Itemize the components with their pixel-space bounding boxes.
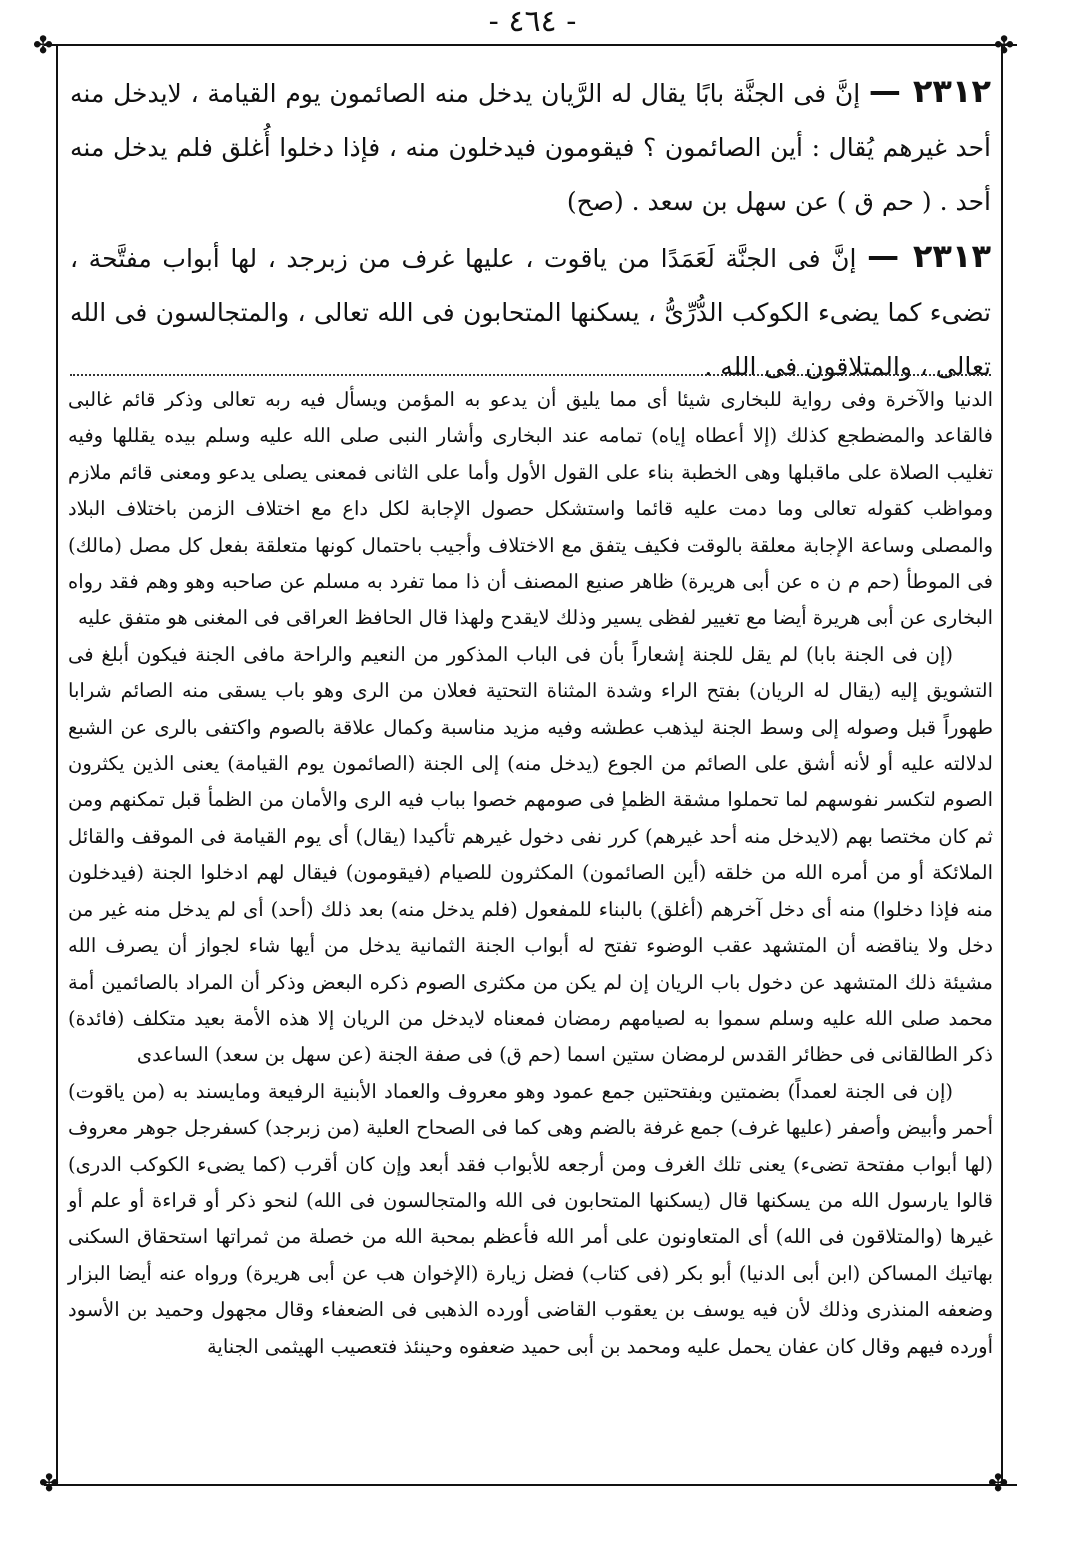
commentary-paragraph: (إن فى الجنة لعمداً) بضمتين وبفتحتين جمع عمود وهو معروف والعماد الأبنية الرفيعة ومايسند به (من ياقوت) أحمر وأبيض وأصفر (عليها غرف) جمع غرفة بالضم وهى كما فى الصحاح العلية (من زبرجد) كسفرجل جوهر معروف (لها أبواب مفتحة تضىء) يعنى تلك الغرف ومن أرجعه للأبواب فقد أبعد وإن كان أقرب (كما يضىء الكوكب الدرى) قالوا يارسول الله من يسكنها قال (يسكنها المتحابون فى الله والمتجالسون فى الله) لنحو ذكر أو قراءة أو علم أو غيرها (والمتلاقون فى الله) أى المتعاونون على أمر الله فأعظم بمحبة الله من خصلة من ثمراتها استحقاق السكنى بهاتيك المساكن (ابن أبى الدنيا) أبو بكر (فى كتاب) فضل زيارة (الإخوان هب عن أبى هريرة) ورواه عنه أيضا البزار وضعفه المنذرى وذلك لأن فيه يوسف بن يعقوب القاضى أورده الذهبى فى الضعفاء وقال مجهول وحميد بن الأسود أورده فيهم وقال كان عفان يحمل عليه ومحمد بن أبى حميد ضعفوه وحينئذ فتعصيب الهيثمى الجناية: [68, 1079, 994, 1358]
hadith-section: [70, 64, 991, 394]
corner-ornament-icon: ✤: [993, 31, 1015, 59]
frame-right-rule: [1001, 44, 1003, 1484]
frame-bottom-rule: [44, 1484, 1017, 1486]
hadith-number: ٢٣١٢ —: [868, 72, 991, 110]
corner-ornament-icon: ✤: [38, 1469, 60, 1497]
corner-ornament-icon: ✤: [987, 1469, 1009, 1497]
hadith-2312: [70, 64, 991, 229]
hadith-2313: [70, 229, 991, 394]
commentary-section: [68, 382, 993, 1365]
hadith-text: إنَّ فى الجنَّة بابًا يقال له الرَّيان يدخل منه الصائمون يوم القيامة ، لايدخل منه أحد غيرهم يُقال : أين الصائمون ؟ فيقومون فيدخلون منه ، فإذا دخلوا أُغلق فلم يدخل منه أحد . ( حم ق ) عن سهل بن سعد . (صح): [70, 79, 991, 216]
hadith-number: ٢٣١٣ —: [867, 237, 991, 275]
frame-top-rule: [44, 44, 1017, 46]
page-number: - ٤٦٤ -: [488, 4, 577, 39]
commentary-paragraph: (إن فى الجنة بابا) لم يقل للجنة إشعاراً بأن فى الباب المذكور من النعيم والراحة مافى الجنة فيكون أبلغ فى التشويق إليه (يقال له الريان) بفتح الراء وشدة المثناة التحتية فعلان من الرى وهو باب يسقى منه الصائم شرابا طهوراً قبل وصوله إلى وسط الجنة ليذهب عطشه وفيه مزيد مناسبة وكمال علاقة بالصوم واكتفى بالرى عن الشبع لدلالته عليه أو لأنه أشق على الصائم من الجوع (يدخل منه) إلى الجنة (الصائمون يوم القيامة) يعنى الذين يكثرون الصوم لتكسر نفوسهم لما تحملوا مشقة الظمإ فى صومهم خصوا بباب فيه الرى والأمان من الظمأ قبل تمكنهم ومن ثم كان مختصا بهم (لايدخل منه أحد غيرهم) كرر نفى دخول غيرهم تأكيدا (يقال) أى يوم القيامة فى الموقف والقائل الملائكة أو من أمره الله من خلقه (أين الصائمون) المكثرون للصيام (فيقومون) فيقال لهم ادخلوا الجنة (فيدخلون منه فإذا دخلوا) منه أى دخل آخرهم (أغلق) بالبناء للمفعول (فلم يدخل منه) بعد ذلك (أحد) أى لم يدخل منه غير من دخل ولا يناقضه أن المتشهد عقب الوضوء تفتح له أبواب الجنة الثمانية يدخل من أيها شاء لجواز أن يصرف الله مشيئة ذلك المتشهد عن دخول باب الريان إن لم يكن من مكثرى الصوم ذكره البعض وذكر أن المراد بالصائمين أمة محمد صلى الله عليه وسلم سموا به لصيامهم رمضان فمعناه لايدخل من الريان إلا هذه الأمة بعيد متكلف (فائدة) ذكر الطالقانى فى حظائر القدس لرمضان ستين اسما (حم ق) فى صفة الجنة (عن سهل بن سعد) الساعدى: [68, 642, 993, 1067]
section-divider: [70, 374, 991, 376]
frame-left-rule: [56, 44, 58, 1484]
hadith-text: إنَّ فى الجنَّة لَعَمَدًا من ياقوت ، عليها غرف من زبرجد ، لها أبواب مفتَّحة ، تضىء كما يضىء الكوكب الدُّرِّىُّ ، يسكنها المتحابون فى الله تعالى ، والمتجالسون فى الله تعالى ، والمتلاقون فى الله .: [70, 244, 991, 381]
corner-ornament-icon: ✤: [32, 31, 54, 59]
commentary-paragraph: الدنيا والآخرة وفى رواية للبخارى شيئا أى مما يليق أن يدعو به المؤمن ويسأل فيه ربه تعالى وذكر قائم غالبى فالقاعد والمضطجع كذلك (إلا أعطاه إياه) تمامه عند البخارى وأشار النبى صلى الله عليه وسلم بيده يقللها وفيه تغليب الصلاة على ماقبلها وهى الخطبة بناء على القول الأول وأما على الثانى فمعنى يصلى يدعو ومعنى قائم ملازم ومواظب كقوله تعالى وما دمت عليه قائما واستشكل حصول الإجابة لكل داع مع اختلاف الزمن باختلاف البلاد والمصلى وساعة الإجابة معلقة بالوقت فكيف يتفق مع الاختلاف وأجيب باحتمال كونها متعلقة بفعل كل مصل (مالك) فى الموطأ (حم م ن ه عن أبى هريرة) ظاهر صنيع المصنف أن ذا مما تفرد به مسلم عن صاحبه وهو وهم فقد رواه البخارى عن أبى هريرة أيضا مع تغيير لفظى يسير وذلك لايقدح ولهذا قال الحافظ العراقى فى المغنى هو متفق عليه: [68, 388, 993, 630]
